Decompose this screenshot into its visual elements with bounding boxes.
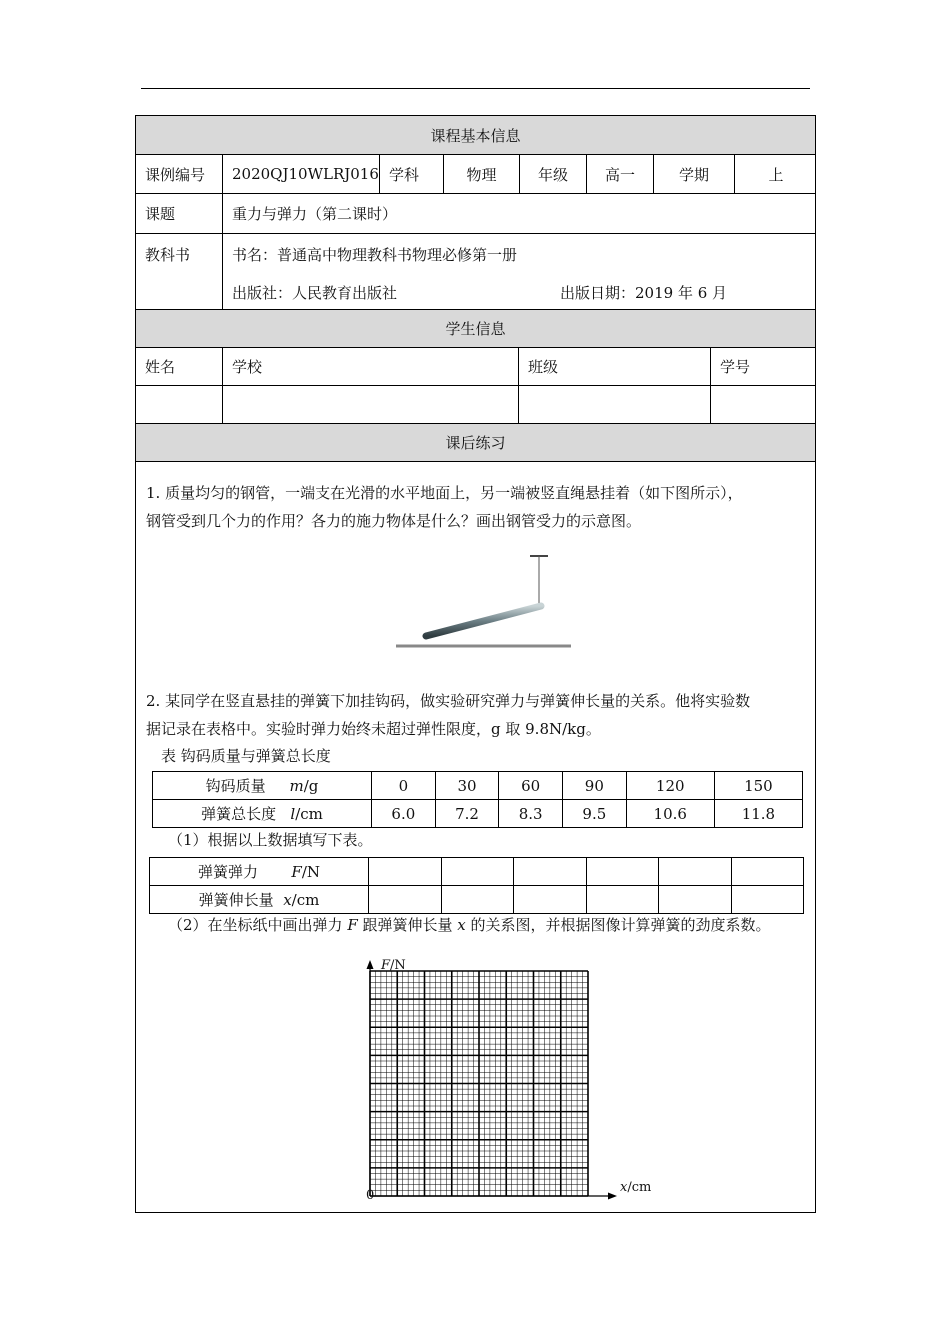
class-field[interactable]	[519, 386, 711, 423]
q1-text-line1: 1. 质量均匀的钢管，一端支在光滑的水平地面上，另一端被竖直绳悬挂着（如下图所示），	[146, 484, 743, 502]
sub-question-1: （1）根据以上数据填写下表。	[168, 831, 373, 849]
sub-question-2: （2）在坐标纸中画出弹力 F 跟弹簧伸长量 x 的关系图，并根据图像计算弹簧的劲度系数。	[168, 916, 771, 934]
length-value: 9.5	[563, 800, 627, 828]
force-cell[interactable]	[731, 858, 804, 886]
length-value: 8.3	[499, 800, 563, 828]
force-row	[150, 858, 804, 886]
topic-row	[136, 194, 815, 234]
section-title: 课程基本信息	[430, 126, 521, 145]
mass-row	[153, 772, 803, 800]
mass-value: 120	[626, 772, 714, 800]
steel-pipe-figure	[391, 548, 576, 652]
length-value: 6.0	[372, 800, 436, 828]
force-extension-table	[149, 857, 804, 914]
q2-text-line2: 据记录在表格中。实验时弹力始终未超过弹性限度，g 取 9.8N/kg。	[146, 720, 601, 738]
x-axis-arrow-icon	[608, 1193, 617, 1200]
section-basic-info	[136, 116, 815, 155]
student-label-row	[136, 348, 815, 386]
length-value: 7.2	[435, 800, 499, 828]
length-row	[153, 800, 803, 828]
school-field[interactable]	[223, 386, 519, 423]
x-axis-label: x/cm	[620, 1180, 652, 1195]
mass-length-table	[152, 771, 803, 828]
extension-cell[interactable]	[441, 886, 514, 914]
graph-paper[interactable]	[351, 954, 651, 1208]
mass-value: 90	[563, 772, 627, 800]
course-id-label: 课例编号	[136, 155, 223, 193]
book-name: 书名：普通高中物理教科书物理必修第一册	[232, 246, 518, 264]
textbook-label: 教科书	[136, 234, 223, 309]
textbook-row	[136, 234, 815, 310]
name-field[interactable]	[136, 386, 223, 423]
term-value: 上	[768, 165, 784, 184]
course-id-value: 2020QJ10WLRJ016	[223, 155, 380, 193]
extension-cell[interactable]	[586, 886, 659, 914]
extension-row	[150, 886, 804, 914]
grade-label: 年级	[520, 155, 587, 193]
name-label: 姓名	[136, 348, 223, 385]
force-cell[interactable]	[441, 858, 514, 886]
header-rule	[141, 88, 810, 89]
force-cell[interactable]	[586, 858, 659, 886]
course-id-row	[136, 155, 815, 194]
grade-value: 高一	[587, 155, 654, 193]
section-homework	[136, 424, 815, 462]
extension-cell[interactable]	[659, 886, 732, 914]
section-title: 学生信息	[445, 320, 506, 338]
extension-cell[interactable]	[514, 886, 587, 914]
topic-label: 课题	[136, 194, 223, 233]
q1-text-line2: 钢管受到几个力的作用？各力的施力物体是什么？画出钢管受力的示意图。	[146, 512, 642, 530]
q2-text-line1: 2. 某同学在竖直悬挂的弹簧下加挂钩码，做实验研究弹力与弹簧伸长量的关系。他将实验数	[146, 692, 751, 710]
mass-header: 钩码质量 m/g	[153, 772, 372, 800]
school-label: 学校	[223, 348, 519, 385]
student-input-row	[136, 386, 815, 424]
mass-value: 30	[435, 772, 499, 800]
section-student-info	[136, 310, 815, 348]
length-value: 10.6	[626, 800, 714, 828]
term-label: 学期	[654, 155, 735, 193]
length-header: 弹簧总长度 l/cm	[153, 800, 372, 828]
force-cell[interactable]	[369, 858, 442, 886]
student-number-label: 学号	[720, 358, 751, 376]
force-header: 弹簧弹力 F/N	[150, 858, 369, 886]
origin-label: 0	[366, 1188, 375, 1203]
length-value: 11.8	[714, 800, 802, 828]
y-axis-label: F/N	[381, 958, 406, 973]
mass-value: 0	[372, 772, 436, 800]
topic-value: 重力与弹力（第二课时）	[232, 205, 398, 223]
extension-cell[interactable]	[369, 886, 442, 914]
extension-header: 弹簧伸长量 x/cm	[150, 886, 369, 914]
subject-value: 物理	[444, 155, 520, 193]
force-cell[interactable]	[659, 858, 732, 886]
extension-cell[interactable]	[731, 886, 804, 914]
mass-value: 150	[714, 772, 802, 800]
publisher: 出版社：人民教育出版社	[232, 284, 398, 302]
force-cell[interactable]	[514, 858, 587, 886]
y-axis-arrow-icon	[367, 960, 374, 969]
table-caption: 表 钩码质量与弹簧总长度	[161, 747, 331, 765]
section-title: 课后练习	[445, 434, 506, 452]
publish-date: 出版日期：2019 年 6 月	[560, 284, 728, 302]
student-number-field[interactable]	[711, 386, 817, 423]
lesson-sheet	[135, 115, 816, 1213]
class-label: 班级	[519, 348, 711, 385]
mass-value: 60	[499, 772, 563, 800]
subject-label: 学科	[380, 155, 444, 193]
